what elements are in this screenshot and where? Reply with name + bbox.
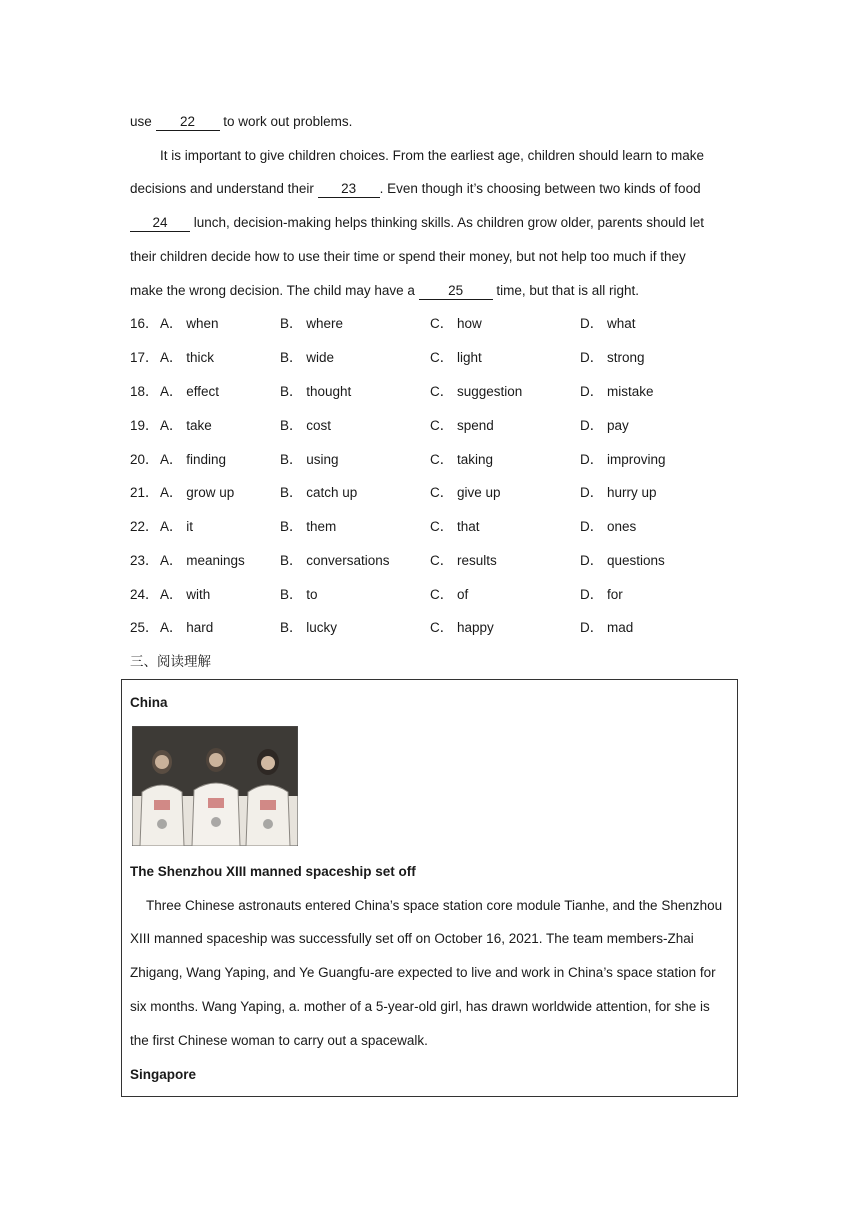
passage-line-6 [130, 281, 639, 301]
option-a[interactable]: A． take [160, 418, 212, 433]
question-23-options [130, 551, 690, 571]
option-c[interactable]: C． of [430, 587, 469, 602]
question-25-options [130, 618, 690, 638]
passage-line-2: It is important to give children choices. From the earliest age, children should learn to make [160, 148, 705, 163]
option-d[interactable]: D． what [580, 316, 636, 331]
option-d[interactable]: D． for [580, 587, 623, 602]
blank-25: 25 [419, 283, 493, 300]
option-c[interactable]: C． happy [430, 620, 494, 635]
option-b[interactable]: B． thought [280, 384, 352, 399]
option-d[interactable]: D． mistake [580, 384, 654, 399]
option-c[interactable]: C． taking [430, 452, 494, 467]
passage-line-5: their children decide how to use their time or spend their money, but not help too much if they [130, 249, 686, 264]
question-20-options [130, 450, 690, 470]
question-number: 20． [130, 452, 159, 467]
passage-line-1 [130, 112, 352, 132]
option-b[interactable]: B． cost [280, 418, 332, 433]
question-17-options [130, 348, 690, 368]
option-a[interactable]: A． finding [160, 452, 227, 467]
question-number: 25． [130, 620, 159, 635]
option-c[interactable]: C． spend [430, 418, 494, 433]
region-label-singapore: Singapore [130, 1067, 197, 1082]
text-segment: time, but that is all right. [492, 283, 639, 298]
option-a[interactable]: A． meanings [160, 553, 245, 568]
question-number: 16． [130, 316, 159, 331]
option-b[interactable]: B． lucky [280, 620, 338, 635]
question-18-options [130, 382, 690, 402]
option-d[interactable]: D． improving [580, 452, 666, 467]
question-number: 17． [130, 350, 159, 365]
option-a[interactable]: A． with [160, 587, 211, 602]
blank-22: 22 [156, 114, 220, 131]
astronauts-photo [132, 726, 298, 846]
question-16-options [130, 314, 690, 334]
option-b[interactable]: B． where [280, 316, 344, 331]
option-a[interactable]: A． hard [160, 620, 214, 635]
passage-line-4 [130, 213, 704, 233]
option-b[interactable]: B． wide [280, 350, 335, 365]
option-c[interactable]: C． light [430, 350, 482, 365]
option-c[interactable]: C． how [430, 316, 482, 331]
article-line: XIII manned spaceship was successfully set off on October 16, 2021. The team members-Zhai [130, 931, 694, 946]
text-segment: to work out problems. [219, 114, 353, 129]
text-segment: lunch, decision-making helps thinking skills. As children grow older, parents should let [190, 215, 705, 230]
option-d[interactable]: D． hurry up [580, 485, 657, 500]
option-a[interactable]: A． grow up [160, 485, 235, 500]
article-line: the first Chinese woman to carry out a spacewalk. [130, 1033, 428, 1048]
option-c[interactable]: C． give up [430, 485, 501, 500]
text-segment: make the wrong decision. The child may have a [130, 283, 419, 298]
region-label-china: China [130, 695, 168, 710]
question-number: 23． [130, 553, 159, 568]
text-segment: use [130, 114, 156, 129]
article-line: six months. Wang Yaping, a. mother of a 5-year-old girl, has drawn worldwide attention, for she is [130, 999, 710, 1014]
question-21-options [130, 483, 690, 503]
text-segment: . Even though it’s choosing between two kinds of food [379, 181, 701, 196]
question-number: 22． [130, 519, 159, 534]
option-b[interactable]: B． them [280, 519, 337, 534]
option-b[interactable]: B． to [280, 587, 318, 602]
option-a[interactable]: A． it [160, 519, 194, 534]
question-number: 24． [130, 587, 159, 602]
question-22-options [130, 517, 690, 537]
option-d[interactable]: D． ones [580, 519, 637, 534]
option-c[interactable]: C． results [430, 553, 497, 568]
reading-passage-box [121, 679, 738, 1097]
question-number: 21． [130, 485, 159, 500]
option-b[interactable]: B． conversations [280, 553, 390, 568]
option-d[interactable]: D． strong [580, 350, 645, 365]
option-d[interactable]: D． mad [580, 620, 634, 635]
option-a[interactable]: A． when [160, 316, 219, 331]
option-b[interactable]: B． catch up [280, 485, 358, 500]
section-heading: 三、阅读理解 [130, 654, 211, 669]
question-19-options [130, 416, 690, 436]
passage-line-3 [130, 179, 701, 199]
option-b[interactable]: B． using [280, 452, 339, 467]
option-d[interactable]: D． pay [580, 418, 629, 433]
option-c[interactable]: C． suggestion [430, 384, 523, 399]
text-segment: decisions and understand their [130, 181, 318, 196]
blank-23: 23 [318, 181, 380, 198]
option-a[interactable]: A． thick [160, 350, 215, 365]
article-line: Zhigang, Wang Yaping, and Ye Guangfu-are expected to live and work in China’s space station for [130, 965, 716, 980]
question-number: 18． [130, 384, 159, 399]
article-line: Three Chinese astronauts entered China’s space station core module Tianhe, and the Shenzhou [146, 898, 723, 913]
option-a[interactable]: A． effect [160, 384, 220, 399]
question-number: 19． [130, 418, 159, 433]
option-c[interactable]: C． that [430, 519, 480, 534]
blank-24: 24 [130, 215, 190, 232]
article-title: The Shenzhou XIII manned spaceship set off [130, 864, 416, 879]
question-24-options [130, 585, 690, 605]
option-d[interactable]: D． questions [580, 553, 665, 568]
